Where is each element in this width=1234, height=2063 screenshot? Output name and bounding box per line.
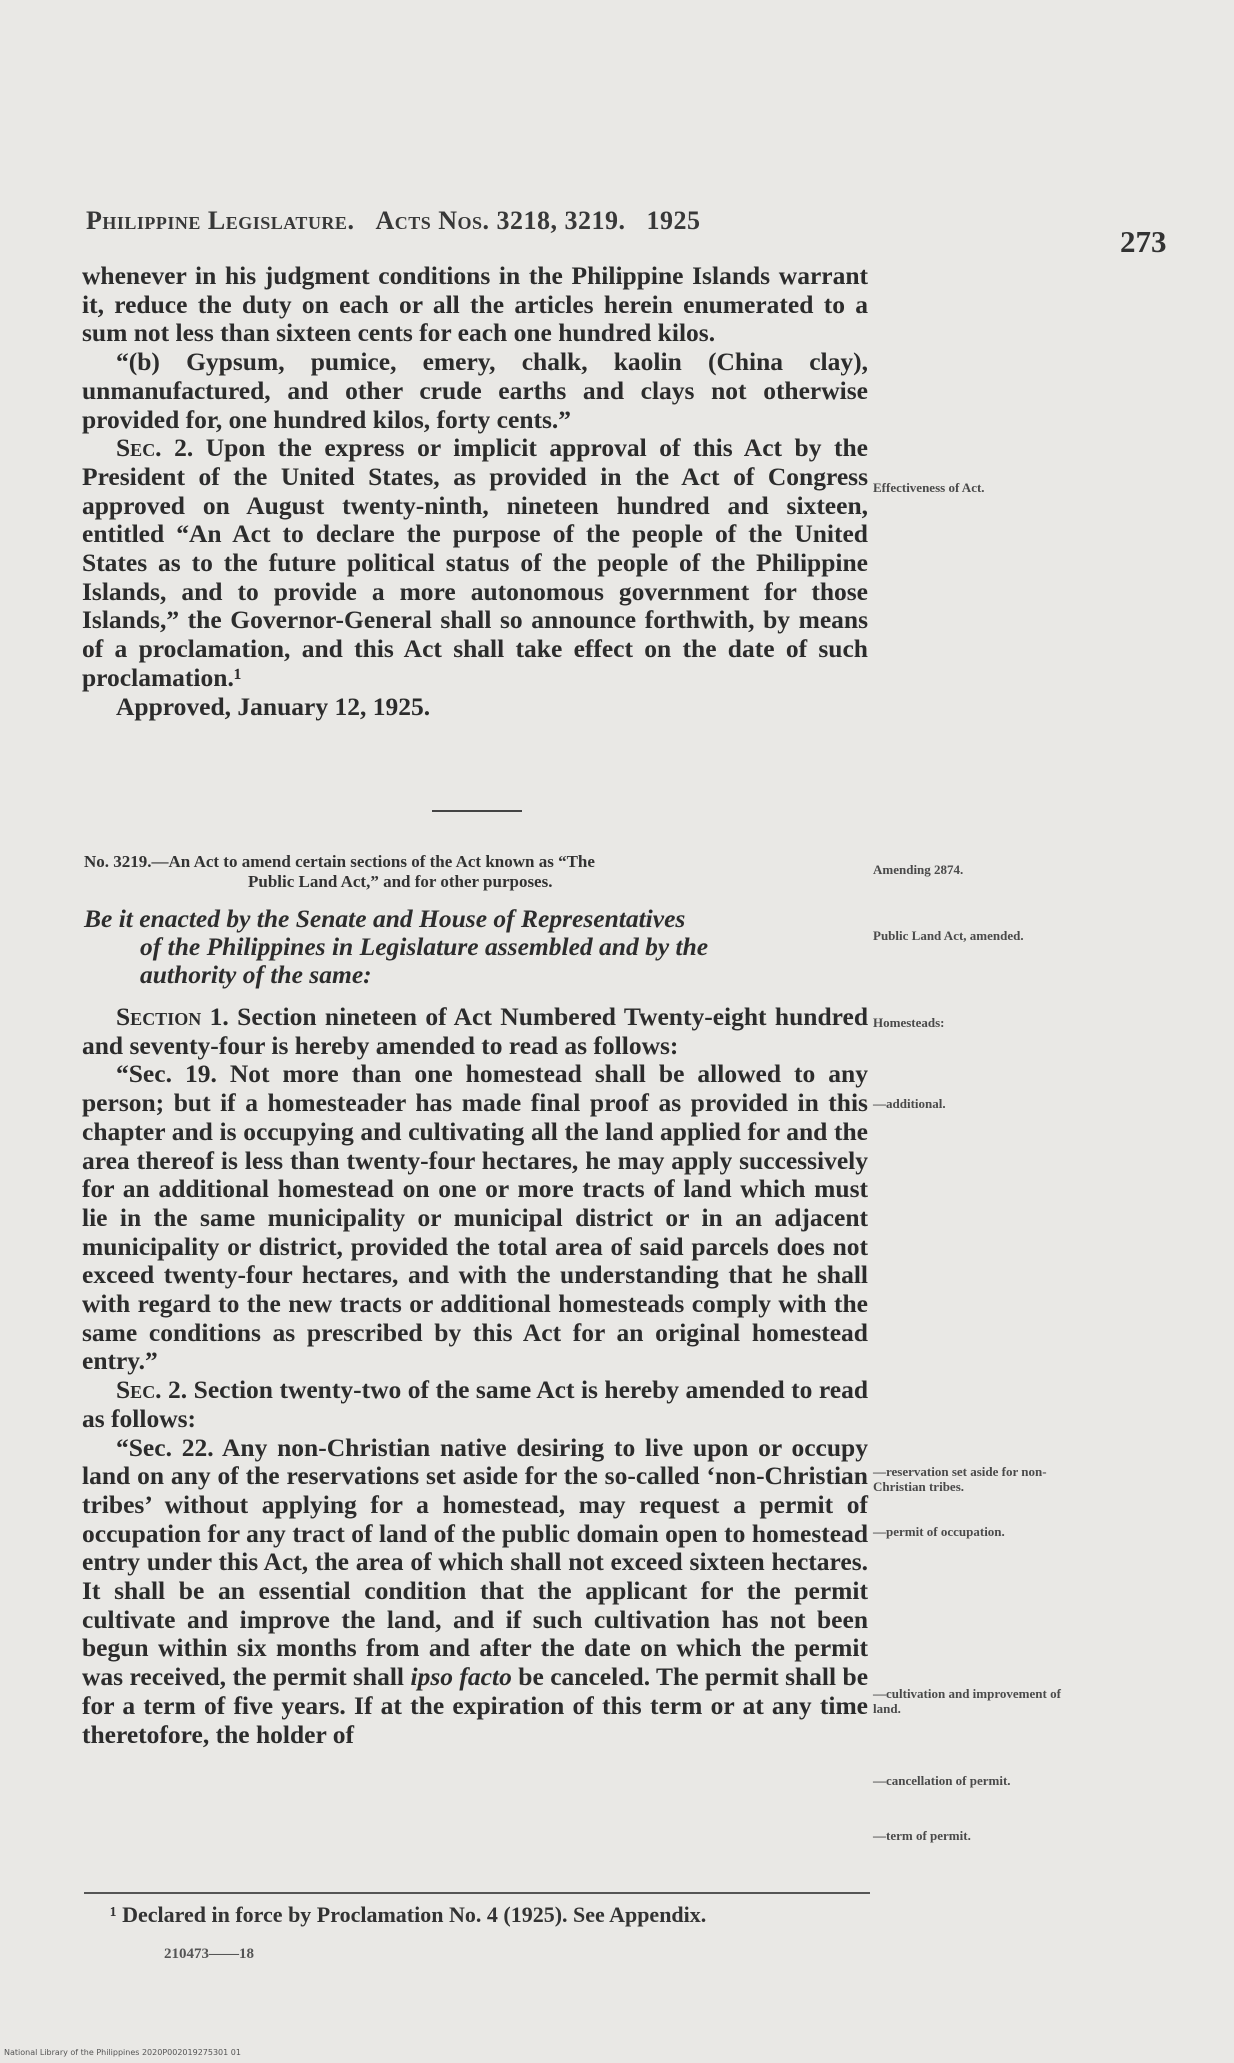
body-bottom [82, 1003, 868, 1749]
paragraph-sec-22 [82, 1434, 868, 1750]
margin-note-permit: —permit of occupation. [873, 1524, 1005, 1539]
footnote: ¹ Declared in force by Proclamation No. 4 (1925). See Appendix. [110, 1902, 707, 1927]
header-title: Philippine Legislature. [86, 206, 355, 235]
sec22-text-b: be canceled. The permit shall be for a term of five years. If at the expiration of this term or at any time theretofore, the holder of [82, 1662, 869, 1749]
sec2-label: Sec. 2. [116, 433, 194, 463]
act-title-line-1: No. 3219.—An Act to amend certain sections of the Act known as “The [84, 852, 595, 871]
header-acts: Acts Nos. 3218, 3219. [375, 206, 626, 235]
section1-label: Section 1. [116, 1002, 229, 1031]
paragraph-gypsum: “(b) Gypsum, pumice, emery, chalk, kaolin (China clay), unmanufactured, and other crude earths and clays not otherwise provided for, one hundred kilos, forty cents.” [82, 347, 868, 434]
margin-note-additional: —additional. [873, 1096, 946, 1111]
margin-note-effectiveness: Effectiveness of Act. [873, 480, 985, 495]
body-top [82, 262, 868, 721]
enacting-clause [84, 905, 870, 989]
header-year: 1925 [646, 206, 701, 235]
sec22-text-a: “Sec. 22. Any non-Christian native desiring to live upon or occupy land on any of the reservations set aside for the so-called ‘non-Christian tribes’ without applying for a homestead, may request a permit of occupation for any tract of land of the public domain open to homestead entry under this Act, the area of which shall not exceed sixteen hectares. It shall be an essential condition that the applicant for the permit cultivate and improve the land, and if such cultivation has not been begun within six months from and after the date on which the permit was received, the permit shall [82, 1432, 868, 1692]
act-title-line-2: Public Land Act,” and for other purposes. [248, 872, 553, 891]
sec2-text: Upon the express or implicit approval of this Act by the President of the United States, as provided in the Act of Congress approved on August twenty-ninth, nineteen hundred and sixteen, entitled “An Act to declare the purpose of the people of the United States as to the future political status of the people of the Philippine Islands, and to provide a more autonomous government for those Islands,” the Governor-General shall so announce forthwith, by means of a proclamation, and this Act shall take effect on the date of such proclamation.¹ [82, 433, 868, 692]
act-3219-title [84, 852, 870, 892]
paragraph-sec2-amend [82, 1376, 868, 1433]
margin-note-cancellation: —cancellation of permit. [873, 1773, 1011, 1788]
enact-line-3: authority of the same: [140, 960, 372, 989]
paragraph-sec2-effectiveness [82, 434, 868, 692]
footnote-rule [84, 1892, 870, 1894]
margin-note-public-land: Public Land Act, amended. [873, 928, 1024, 943]
margin-note-amending: Amending 2874. [873, 862, 964, 877]
enact-line-1: Be it enacted by the Senate and House of Representatives [84, 904, 686, 933]
section-divider [432, 810, 522, 812]
margin-note-cultivation: —cultivation and improvement of land. [873, 1686, 1061, 1716]
print-code: 210473——18 [164, 1946, 254, 1962]
enact-line-2: of the Philippines in Legislature assembled and by the [140, 932, 709, 961]
paragraph-continuation: whenever in his judgment conditions in the Philippine Islands warrant it, reduce the duty on each or all the articles herein enumerated to a sum not less than sixteen cents for each one hundred kilos. [82, 261, 868, 348]
page-number: 273 [1120, 224, 1167, 259]
sec2b-label: Sec. 2. [116, 1375, 188, 1405]
paragraph-sec-19: “Sec. 19. Not more than one homestead shall be allowed to any person; but if a homesteader has made final proof as provided in this chapter and is occupying and cultivating all the land applied for and the area thereof is less than twenty-four hectares, he may apply successively for an additional homestead on one or more tracts of land which must lie in the same municipality or municipal district or in an adjacent municipality or district, provided the total area of said parcels does not exceed twenty-four hectares, and with the understanding that he shall with regard to the new tracts or additional homesteads comply with the same conditions as prescribed by this Act for an original homestead entry.” [82, 1059, 868, 1376]
running-header [86, 206, 816, 236]
sec22-ipso-facto: ipso facto [410, 1662, 512, 1692]
sec2b-text: Section twenty-two of the same Act is hereby amended to read as follows: [82, 1375, 868, 1433]
section1-text: Section nineteen of Act Numbered Twenty-eight hundred and seventy-four is hereby amended to read as follows: [82, 1002, 869, 1060]
approved-line: Approved, January 12, 1925. [116, 691, 431, 721]
paragraph-section-1 [82, 1003, 868, 1060]
scan-attribution: National Library of the Philippines 2020P002019275301 01 [4, 2048, 241, 2057]
margin-note-homesteads: Homesteads: [873, 1015, 945, 1030]
margin-note-reservation: —reservation set aside for non-Christian tribes. [873, 1464, 1047, 1494]
margin-note-term: —term of permit. [873, 1828, 971, 1843]
